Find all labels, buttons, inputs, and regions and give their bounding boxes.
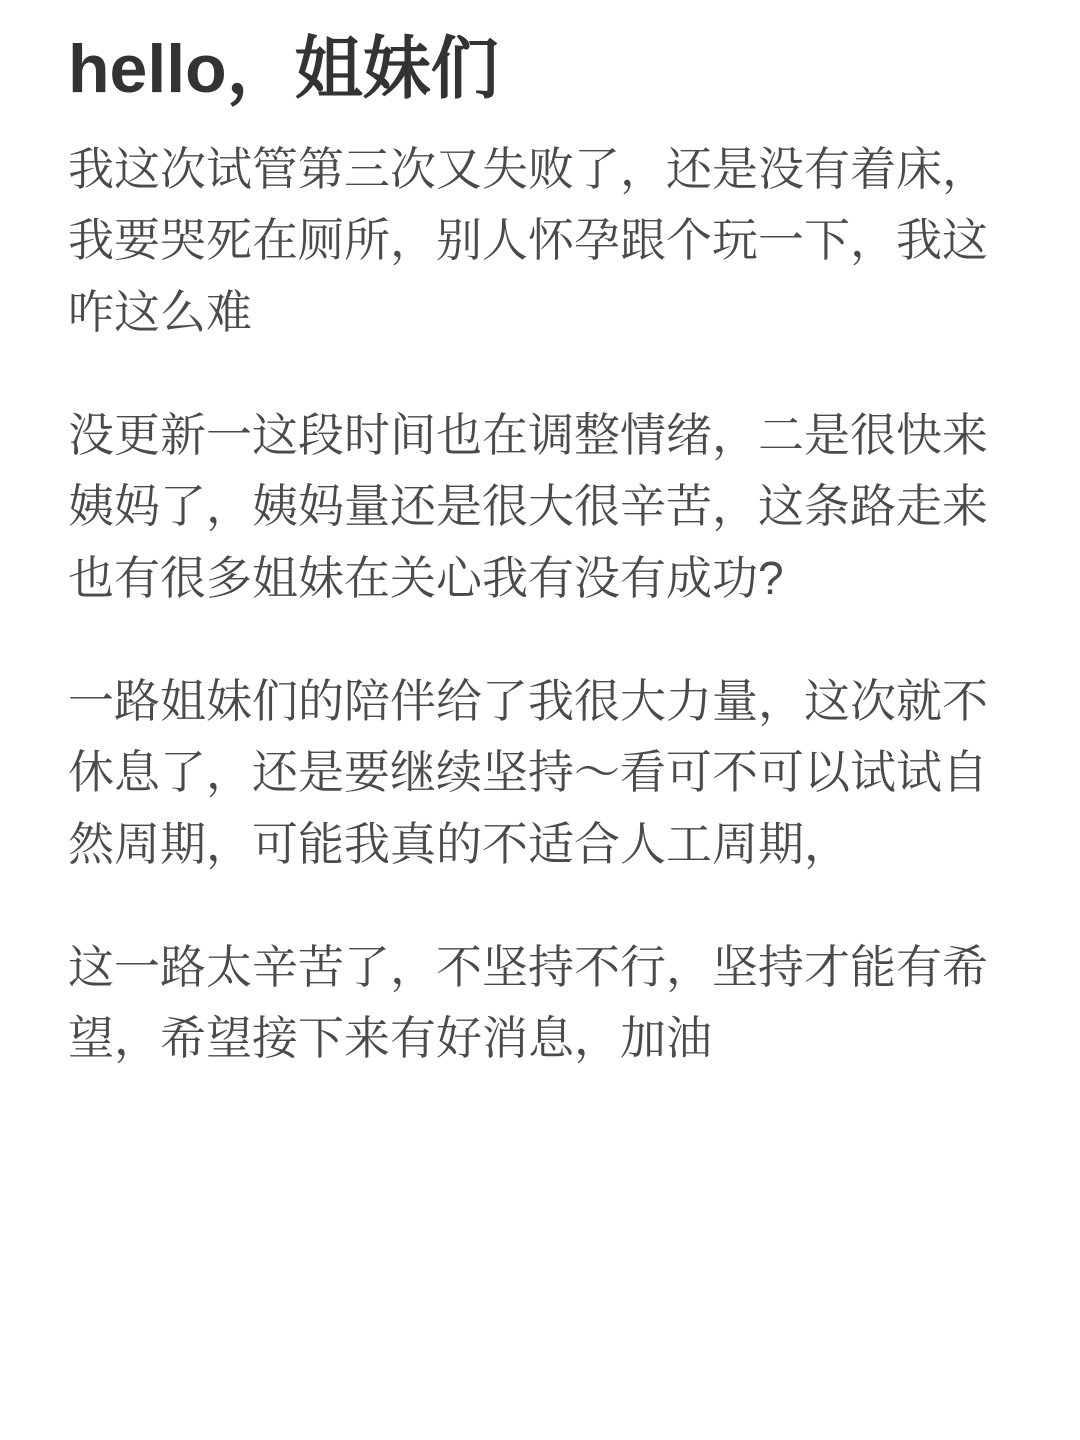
post-body — [68, 134, 1018, 1074]
body-paragraph: 这一路太辛苦了，不坚持不行，坚持才能有希望，希望接下来有好消息，加油 — [68, 940, 988, 1065]
body-paragraph: 我这次试管第三次又失败了，还是没有着床，我要哭死在厕所，别人怀孕跟个玩一下，我这咋这么难 — [68, 143, 988, 338]
page-title: hello，姐妹们 — [68, 31, 499, 107]
body-paragraph: 没更新一这段时间也在调整情绪，二是很快来姨妈了，姨妈量还是很大很辛苦，这条路走来也有很多姐妹在关心我有没有成功? — [68, 409, 988, 604]
body-paragraph: 一路姐妹们的陪伴给了我很大力量，这次就不休息了，还是要继续坚持～看可不可以试试自然周期，可能我真的不适合人工周期， — [68, 674, 988, 870]
